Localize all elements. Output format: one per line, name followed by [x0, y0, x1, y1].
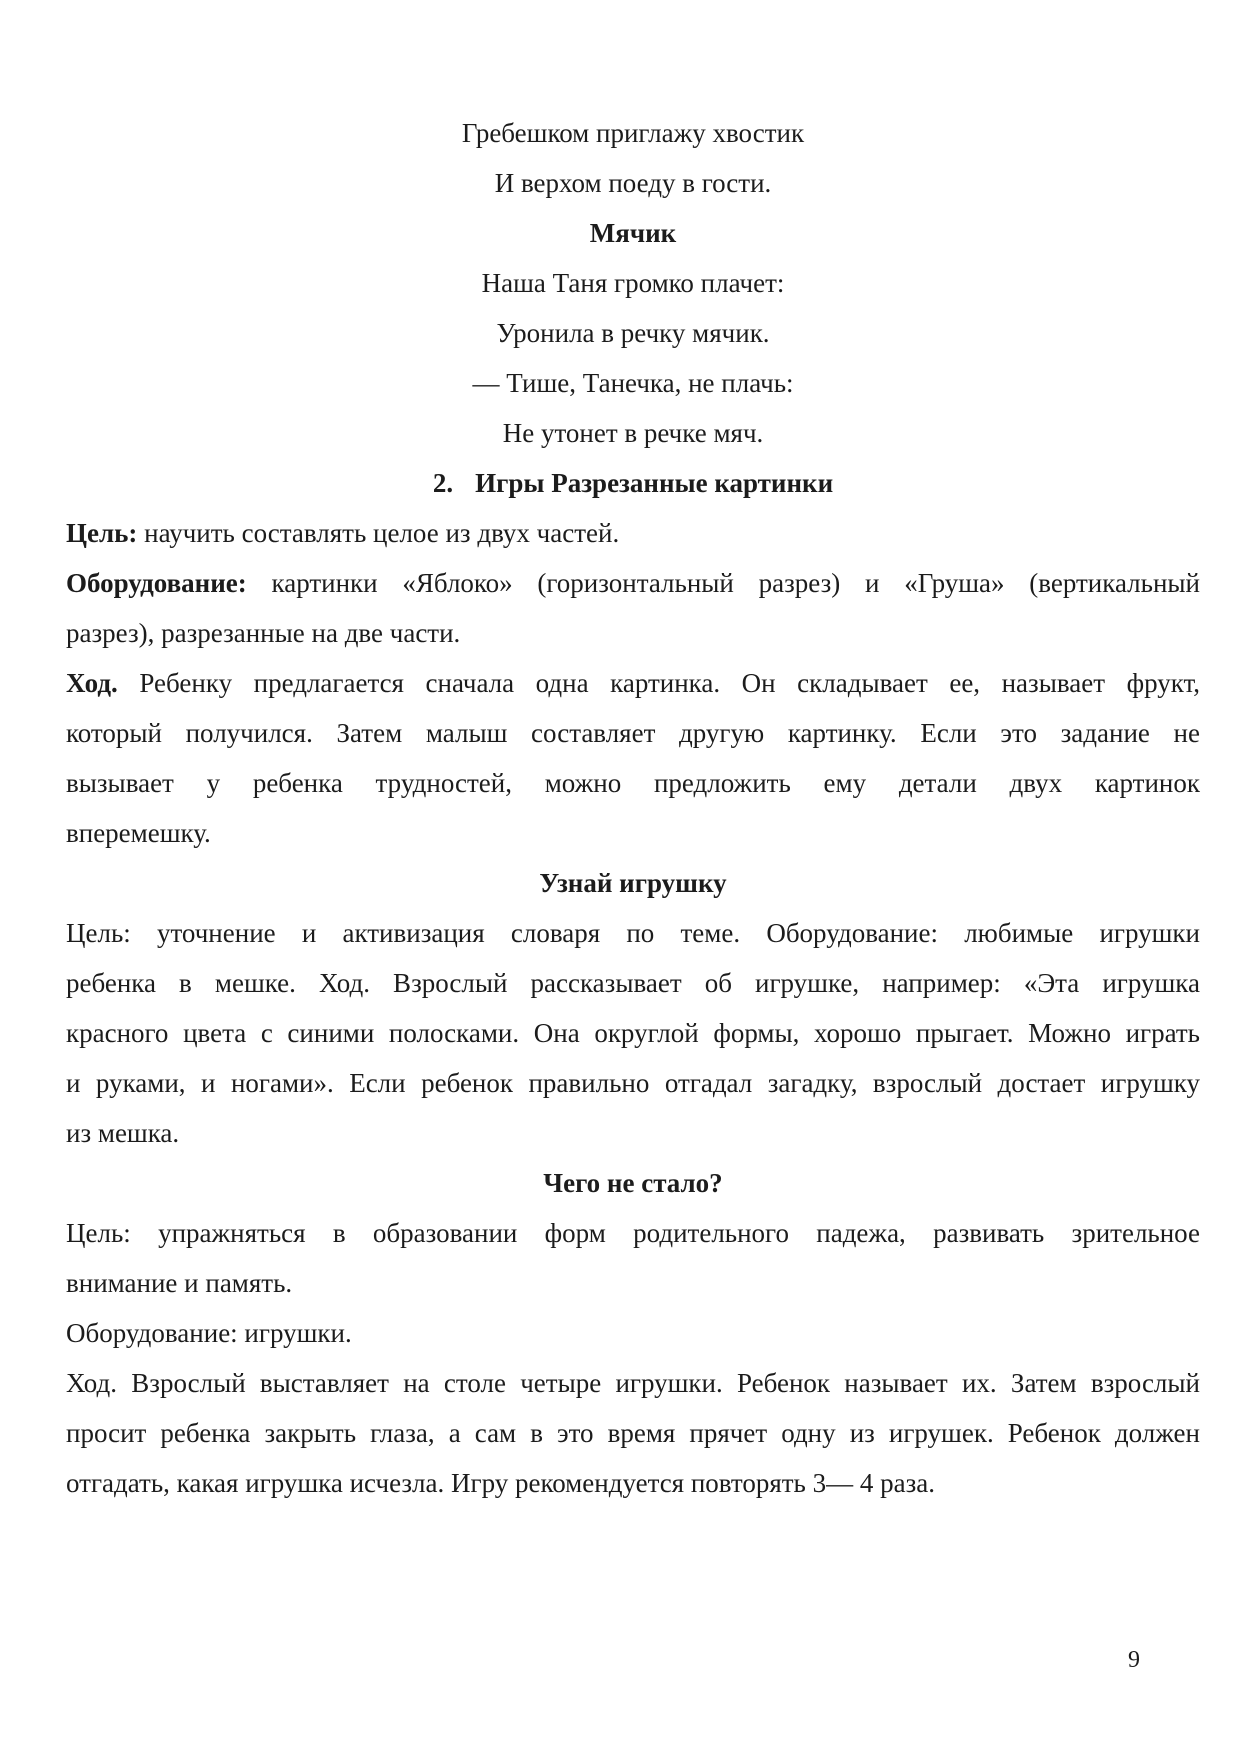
poem-line: Гребешком приглажу хвостик — [461, 118, 805, 148]
equipment-text: картинки «Яблоко» (горизонтальный разрез) и «Груша» (вертикальный — [246, 568, 1200, 598]
game-text-line: Цель: уточнение и активизация словаря по теме. Оборудование: любимые игрушки — [66, 918, 1200, 948]
game-text-line: из мешка. — [66, 1118, 180, 1148]
goal-label: Цель: — [66, 518, 138, 548]
poem-line: Уронила в речку мячик. — [496, 318, 770, 348]
course-line — [66, 658, 1200, 708]
poem-line: И верхом поеду в гости. — [494, 168, 772, 198]
game-text-line: Ход. Взрослый выставляет на столе четыре игрушки. Ребенок называет их. Затем взрослый — [66, 1368, 1200, 1398]
poem-line: Не утонет в речке мяч. — [502, 418, 764, 448]
course-line: вызывает у ребенка трудностей, можно предложить ему детали двух картинок — [66, 768, 1200, 798]
game-text-line: Оборудование: игрушки. — [66, 1318, 352, 1348]
game-text-line: отгадать, какая игрушка исчезла. Игру рекомендуется повторять 3— 4 раза. — [66, 1468, 935, 1498]
section-heading — [66, 458, 1200, 508]
course-line: который получился. Затем малыш составляет другую картинку. Если это задание не — [66, 718, 1200, 748]
course-line: вперемешку. — [66, 818, 211, 848]
game-text-line: Цель: упражняться в образовании форм родительного падежа, развивать зрительное — [66, 1218, 1200, 1248]
goal-text: научить составлять целое из двух частей. — [137, 518, 620, 548]
game-text-line: и руками, и ногами». Если ребенок правильно отгадал загадку, взрослый достает игрушку — [66, 1068, 1200, 1098]
game-text-line: просит ребенка закрыть глаза, а сам в это время прячет одну из игрушек. Ребенок должен — [66, 1418, 1200, 1448]
poem-line: — Тише, Танечка, не плачь: — [472, 368, 794, 398]
game-text-line: красного цвета с синими полосками. Она округлой формы, хорошо прыгает. Можно играть — [66, 1018, 1200, 1048]
game-text-line: ребенка в мешке. Ход. Взрослый рассказывает об игрушке, например: «Эта игрушка — [66, 968, 1200, 998]
game-title: Узнай игрушку — [539, 868, 727, 898]
poem-line: Наша Таня громко плачет: — [481, 268, 785, 298]
game-text-line: внимание и память. — [66, 1268, 293, 1298]
course-label: Ход. — [66, 668, 118, 698]
game-title: Чего не стало? — [543, 1168, 723, 1198]
equipment-label: Оборудование: — [66, 568, 247, 598]
equipment-line: разрез), разрезанные на две части. — [66, 618, 461, 648]
page-content — [66, 108, 1200, 1508]
equipment-line — [66, 558, 1200, 608]
section-title: Игры Разрезанные картинки — [475, 468, 834, 498]
section-number: 2. — [432, 468, 454, 498]
goal-paragraph — [66, 508, 1200, 558]
poem-title: Мячик — [589, 218, 677, 248]
page-number: 9 — [1128, 1647, 1140, 1673]
course-text: Ребенку предлагается сначала одна картинка. Он складывает ее, называет фрукт, — [117, 668, 1200, 698]
